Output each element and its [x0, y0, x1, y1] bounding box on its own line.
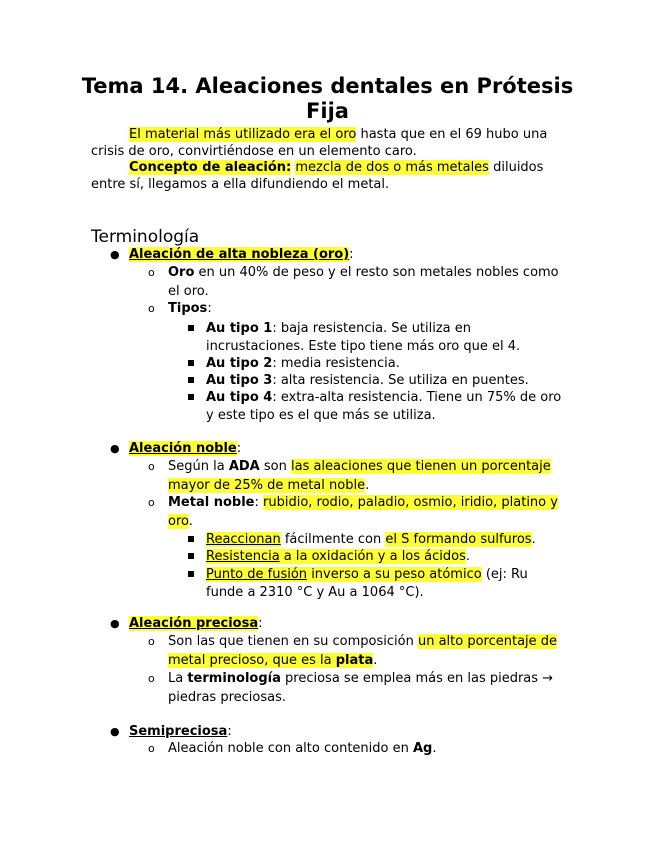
square-bullet-icon [188, 553, 194, 559]
section-heading: Terminología [91, 227, 200, 247]
square-bullet-icon [188, 377, 194, 383]
intro-highlight: El material más utilizado era el oro [129, 127, 357, 142]
tipo-1: Au tipo 1: baja resistencia. Se utiliza en incrustaciones. Este tipo tiene más oro que el 4. [206, 321, 521, 354]
sub-item-composicion: Son las que tienen en su composición un alto porcentaje de metal precioso, que es la plata. [168, 634, 558, 668]
bullet-icon: ● [110, 617, 120, 630]
square-bullet-icon [188, 571, 194, 577]
square-bullet-icon [188, 394, 194, 400]
list-item-alta-nobleza: Aleación de alta nobleza (oro): [129, 247, 354, 262]
bullet-icon: ● [110, 725, 120, 738]
sub-item-ada: Según la ADA son las aleaciones que tienen un porcentaje mayor de 25% de metal noble. [168, 459, 551, 493]
concept-highlight: mezcla de dos o más metales [295, 160, 489, 175]
bullet-icon: ● [110, 442, 120, 455]
sub-item-metal-noble: Metal noble: rubidio, rodio, paladio, osmio, iridio, platino y oro. [168, 495, 558, 529]
sub-item-terminologia: La terminología preciosa se emplea más en las piedras → piedras preciosas. [168, 671, 554, 705]
circle-bullet-icon: o [148, 635, 155, 648]
alta-nobleza-label: Aleación de alta nobleza (oro) [129, 247, 350, 262]
circle-bullet-icon: o [148, 496, 155, 509]
square-bullet-icon [188, 360, 194, 366]
circle-bullet-icon: o [148, 672, 155, 685]
concept-text: diluidos entre sí, llegamos a ella difundiendo el metal. [91, 160, 544, 192]
circle-bullet-icon: o [148, 742, 155, 755]
tipo-4: Au tipo 4: extra-alta resistencia. Tiene un 75% de oro y este tipo es el que más se utiliza. [206, 390, 562, 423]
resistencia-item: Resistencia a la oxidación y a los ácidos. [206, 549, 471, 564]
circle-bullet-icon: o [148, 302, 155, 315]
tipo-2: Au tipo 2: media resistencia. [206, 356, 400, 371]
sub-item-ag: Aleación noble con alto contenido en Ag. [168, 741, 437, 756]
square-bullet-icon [188, 536, 194, 542]
list-item-semipreciosa: Semipreciosa: [129, 724, 232, 739]
tipo-3: Au tipo 3: alta resistencia. Se utiliza en puentes. [206, 373, 529, 388]
square-bullet-icon [188, 325, 194, 331]
concept-label: Concepto de aleación: [129, 160, 292, 175]
sub-item-tipos: Tipos: [168, 301, 212, 316]
reaccionan-item: Reaccionan fácilmente con el S formando sulfuros. [206, 532, 536, 547]
intro-text: hasta que en el 69 hubo una crisis de oro, convirtiéndose en un elemento caro. [91, 127, 548, 159]
sub-item-oro: Oro en un 40% de peso y el resto son metales nobles como el oro. [168, 265, 559, 299]
list-item-noble: Aleación noble: [129, 441, 242, 456]
list-item-preciosa: Aleación preciosa: [129, 616, 263, 631]
circle-bullet-icon: o [148, 460, 155, 473]
intro-paragraph-2 [91, 160, 566, 193]
bullet-icon: ● [110, 248, 120, 261]
intro-paragraph-1 [91, 127, 566, 160]
document-title: Tema 14. Aleaciones dentales en Prótesis Fija [81, 74, 574, 123]
circle-bullet-icon: o [148, 266, 155, 279]
punto-fusion-item: Punto de fusión inverso a su peso atómico (ej: Ru funde a 2310 °C y Au a 1064 °C). [206, 567, 528, 600]
